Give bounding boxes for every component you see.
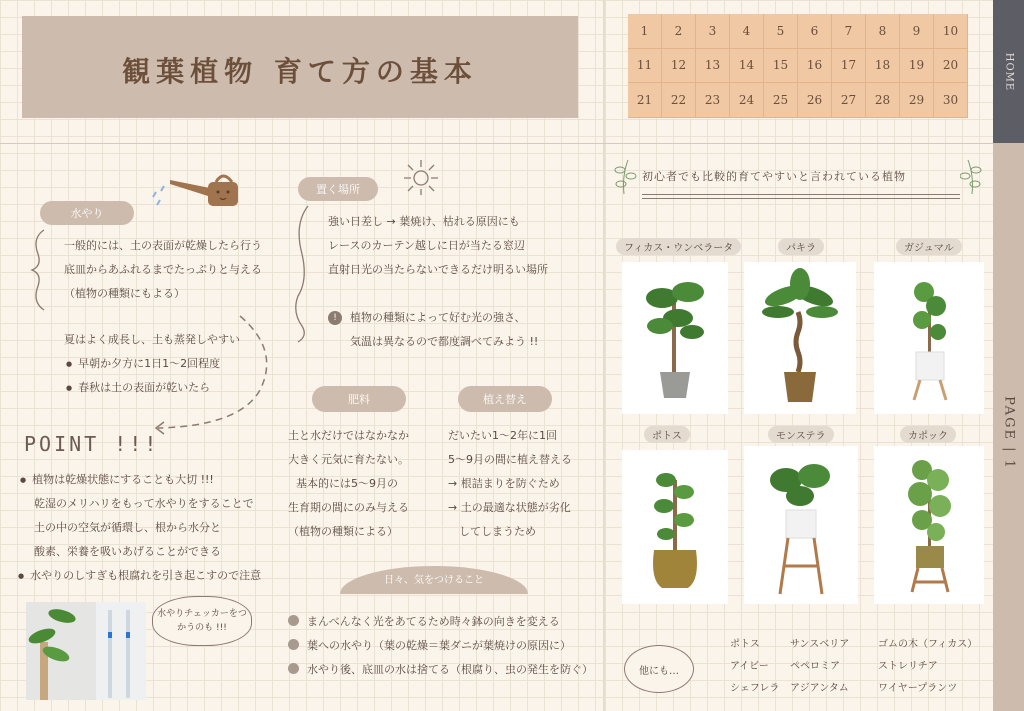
daily-item-1: まんべんなく光をあてるため時々鉢の向きを変える — [288, 610, 560, 633]
calendar-day[interactable]: 16 — [798, 49, 832, 84]
dashed-arrow — [150, 310, 280, 435]
potted-plant-icon — [744, 446, 858, 604]
daily-item-2: 葉への水やり（葉の乾燥＝葉ダニが葉焼けの原因に） — [288, 634, 571, 657]
others-bubble: 他にも… — [624, 645, 694, 693]
calendar-day[interactable]: 13 — [696, 49, 730, 84]
bullet-dot — [288, 663, 299, 674]
other-plant: ゴムの木（フィカス） — [878, 639, 978, 650]
other-plant: シェフレラ — [730, 683, 780, 694]
potted-plant-icon — [622, 262, 728, 414]
repot-line-5: してしまうため — [448, 525, 536, 538]
title-banner — [22, 16, 578, 118]
brace-decoration-2 — [290, 204, 314, 344]
photo-gajumaru — [874, 262, 984, 414]
placement-line-2: レースのカーテン越しに日が当たる窓辺 — [328, 239, 525, 252]
calendar-day[interactable]: 12 — [662, 49, 696, 84]
daily-banner: 日々、気をつけること — [340, 566, 528, 594]
photo-pachira — [744, 262, 856, 414]
placement-line-3: 直射日光の当たらないできるだけ明るい場所 — [328, 263, 548, 276]
calendar-day[interactable]: 24 — [730, 83, 764, 118]
watering-line-3: （植物の種類にもよる） — [64, 287, 185, 300]
checker-note: 水やりチェッカーをつかうのも !!! — [152, 596, 252, 646]
calendar-day[interactable]: 10 — [934, 14, 968, 49]
heading-rule-2 — [642, 198, 960, 199]
warning-icon: ! — [328, 311, 342, 325]
fertilizer-line-3: 基本的には5～9月の — [296, 477, 398, 490]
calendar-day[interactable]: 25 — [764, 83, 798, 118]
daily-item-3: 水やり後、底皿の水は捨てる（根腐り、虫の発生を防ぐ） — [288, 658, 593, 681]
repot-line-1: だいたい1～2年に1回 — [448, 429, 557, 442]
repot-line-3: → 根詰まりを防ぐため — [448, 477, 560, 490]
calendar-day[interactable]: 3 — [696, 14, 730, 49]
watering-line-2: 底皿からあふれるまでたっぷりと与える — [64, 263, 262, 276]
watering-line-1: 一般的には、土の表面が乾燥したら行う — [64, 239, 262, 252]
plant-label-2: パキラ — [778, 238, 824, 255]
potted-plant-icon — [874, 446, 984, 604]
fertilizer-line-2: 大きく元気に育たない。 — [288, 453, 409, 466]
repot-line-4: → 土の最適な状態が劣化 — [448, 501, 571, 514]
fertilizer-line-1: 土と水だけではなかなか — [288, 429, 409, 442]
point-line-3: 酸素、栄養を吸いあげることができる — [34, 545, 221, 558]
sun-icon — [400, 156, 442, 196]
calendar-day[interactable]: 17 — [832, 49, 866, 84]
point-bullet-2: ● 水やりのしすぎも根腐れを引き起こすので注意 — [18, 564, 261, 588]
calendar-day[interactable]: 1 — [628, 14, 662, 49]
repot-line-2: 5～9月の間に植え替える — [448, 453, 572, 466]
watering-label: 水やり — [40, 201, 134, 225]
bullet-dot — [288, 639, 299, 650]
home-tab[interactable] — [993, 0, 1024, 143]
calendar-day[interactable]: 8 — [866, 14, 900, 49]
calendar-day[interactable]: 27 — [832, 83, 866, 118]
leaf-sprig-icon — [960, 156, 984, 196]
potted-plant-icon — [744, 262, 856, 414]
watering-summary: 夏はよく成長し、土も蒸発しやすい — [64, 333, 240, 346]
other-plant: アジアンタム — [790, 683, 849, 694]
fertilizer-line-4: 生育期の間にのみ与える — [288, 501, 409, 514]
calendar-day[interactable]: 21 — [628, 83, 662, 118]
other-plant: ストレリチア — [878, 661, 938, 672]
calendar-day[interactable]: 4 — [730, 14, 764, 49]
calendar-day[interactable]: 20 — [934, 49, 968, 84]
placement-label: 置く場所 — [298, 177, 378, 201]
fertilizer-line-5: （植物の種類による） — [288, 525, 398, 538]
point-bullet-1: ● 植物は乾燥状態にすることも大切 !!! — [20, 468, 214, 492]
plant-label-6: カポック — [900, 426, 956, 443]
other-plant: ポトス — [730, 639, 760, 650]
calendar-day[interactable]: 11 — [628, 49, 662, 84]
page-spine — [603, 0, 605, 711]
calendar-day[interactable]: 22 — [662, 83, 696, 118]
heading-rule-1 — [642, 194, 960, 195]
calendar-day[interactable]: 19 — [900, 49, 934, 84]
plants-heading: 初心者でも比較的育てやすいと言われている植物 — [642, 170, 906, 183]
calendar-day[interactable]: 18 — [866, 49, 900, 84]
calendar-day[interactable]: 5 — [764, 14, 798, 49]
placement-line-1: 強い日差し → 葉焼け、枯れる原因にも — [328, 215, 520, 228]
photo-monstera — [744, 446, 858, 604]
calendar-day[interactable]: 30 — [934, 83, 968, 118]
page-tab[interactable] — [993, 143, 1024, 711]
brace-decoration — [26, 228, 50, 312]
photo-kapok — [874, 446, 984, 604]
potted-plant-icon — [622, 450, 728, 604]
other-plant: アイビー — [730, 661, 769, 672]
plant-label-1: フィカス・ウンベラータ — [616, 238, 741, 255]
other-plant: ワイヤープランツ — [878, 683, 958, 694]
repot-label: 植え替え — [458, 386, 552, 412]
point-heading: POINT !!! — [24, 432, 160, 456]
calendar-day[interactable]: 14 — [730, 49, 764, 84]
bullet-dot — [288, 615, 299, 626]
photo-ficus-umbellata — [622, 262, 728, 414]
calendar-day[interactable]: 23 — [696, 83, 730, 118]
leaf-sprig-icon — [614, 156, 638, 196]
point-line-1: 乾湿のメリハリをもって水やりをすることで — [34, 497, 254, 510]
placement-note-1: 植物の種類によって好む光の強さ、 — [350, 311, 526, 324]
calendar-day[interactable]: 6 — [798, 14, 832, 49]
calendar-day[interactable]: 28 — [866, 83, 900, 118]
page-tab-label: PAGE | 1 — [1001, 396, 1016, 470]
plant-label-3: ガジュマル — [896, 238, 962, 255]
watering-bullet-1: ● 早朝か夕方に1日1～2回程度 — [66, 352, 220, 376]
calendar-day[interactable]: 29 — [900, 83, 934, 118]
calendar-day[interactable]: 26 — [798, 83, 832, 118]
calendar-day[interactable]: 9 — [900, 14, 934, 49]
potted-plant-icon — [874, 262, 984, 414]
watering-can-icon — [150, 170, 245, 222]
watering-bullet-2: ● 春秋は土の表面が乾いたら — [66, 376, 210, 400]
calendar-day[interactable]: 7 — [832, 14, 866, 49]
plant-sprout-icon — [26, 602, 146, 700]
photo-pothos — [622, 450, 728, 604]
other-plant: ペペロミア — [790, 661, 840, 672]
home-tab-label: HOME — [1003, 52, 1014, 92]
plant-label-5: モンステラ — [768, 426, 834, 443]
calendar-day[interactable]: 2 — [662, 14, 696, 49]
calendar-grid — [628, 14, 968, 118]
plant-label-4: ポトス — [644, 426, 690, 443]
placement-note-2: 気温は異なるので都度調べてみよう !! — [350, 335, 539, 348]
other-plant: サンスベリア — [790, 639, 850, 650]
fertilizer-label: 肥料 — [312, 386, 406, 412]
point-line-2: 土の中の空気が循環し、根から水分と — [34, 521, 221, 534]
header-divider — [0, 143, 1024, 144]
checker-photo — [26, 602, 146, 700]
page-title: 観葉植物 育て方の基本 — [122, 55, 478, 88]
calendar-day[interactable]: 15 — [764, 49, 798, 84]
